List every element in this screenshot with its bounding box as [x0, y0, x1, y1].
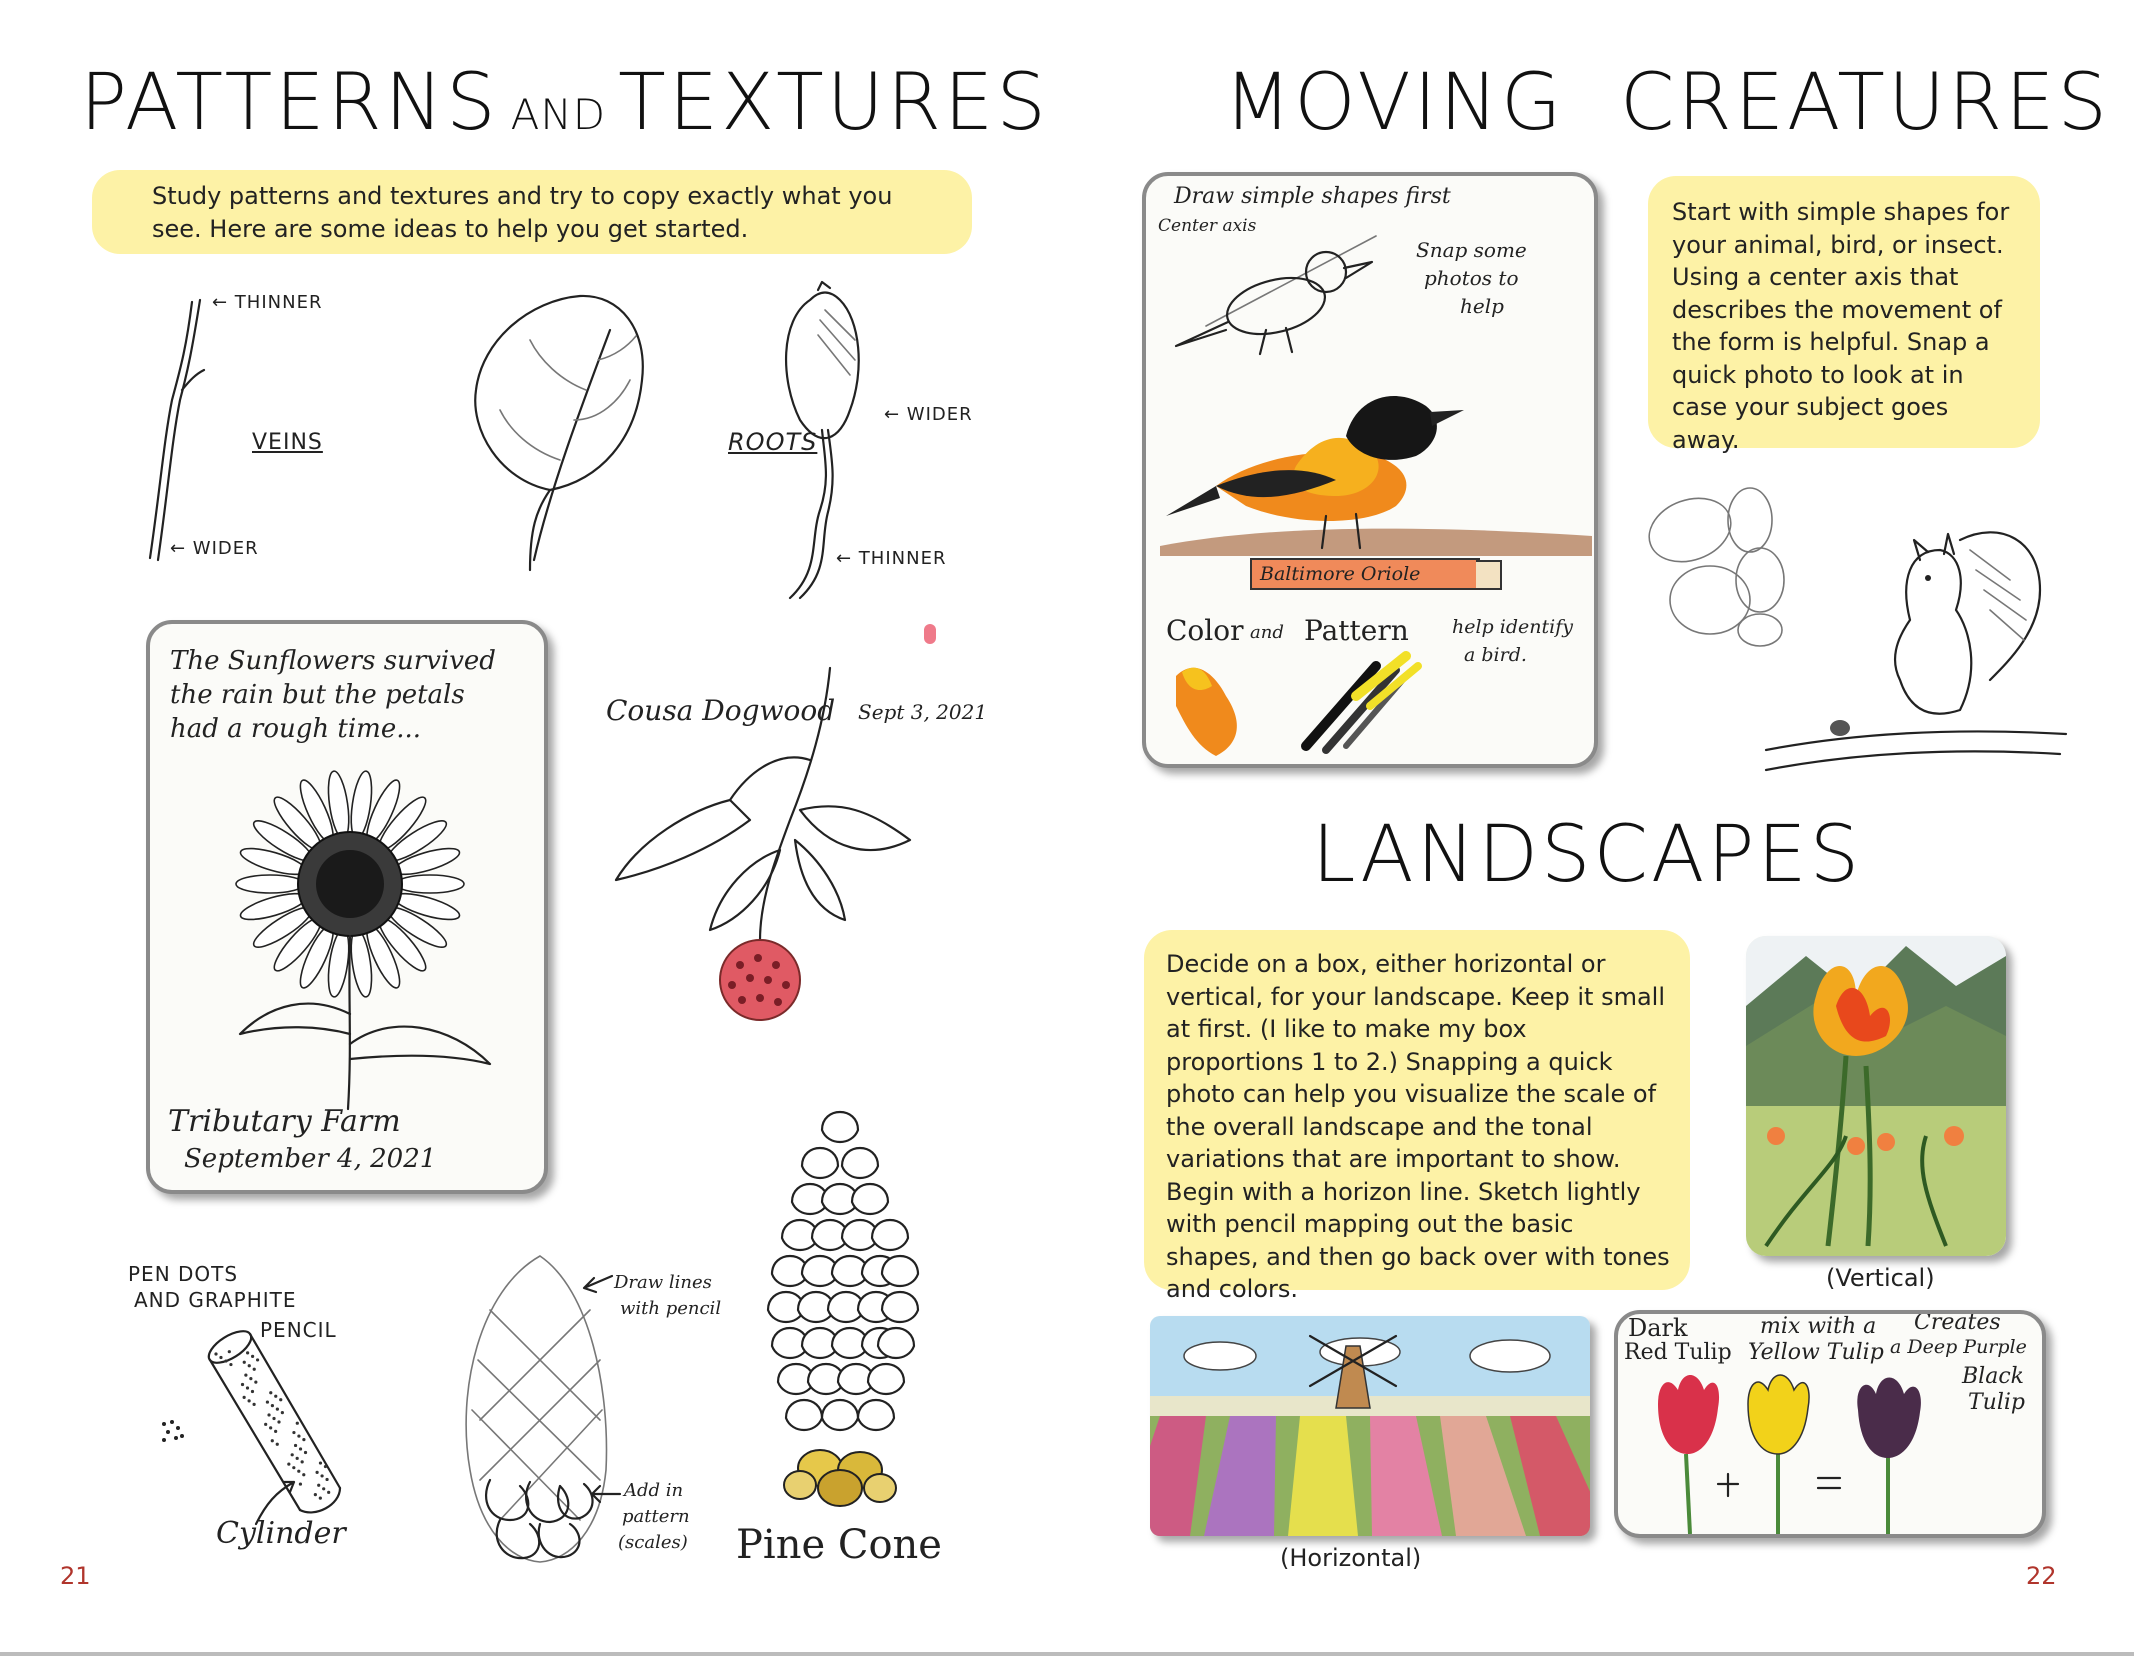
add-pattern-3: (scales): [618, 1532, 688, 1553]
landscapes-title: LANDSCAPES: [1312, 810, 1863, 900]
pattern-label: Pattern: [1304, 614, 1409, 647]
dogwood-date: Sept 3, 2021: [858, 700, 988, 724]
horizontal-caption: (Horizontal): [1280, 1544, 1422, 1572]
draw-lines-1: Draw lines: [614, 1272, 712, 1293]
creates-label-2: a Deep Purple: [1890, 1336, 2027, 1358]
vertical-caption: (Vertical): [1826, 1264, 1935, 1292]
patterns-intro-note: [92, 170, 972, 254]
label-roots: ROOTS: [728, 428, 818, 456]
pen-label-2: AND GRAPHITE: [134, 1288, 297, 1312]
snap-photos-2: photos to: [1424, 266, 1519, 290]
snap-photos-3: help: [1460, 294, 1504, 318]
label-thinner-top: ← THINNER: [212, 292, 323, 313]
color-label: Color: [1166, 614, 1244, 647]
moving-creatures-title: MOVING CREATURES: [1224, 58, 2111, 148]
pink-smudge: [924, 624, 936, 644]
pen-label-3: PENCIL: [260, 1318, 337, 1342]
moving-creatures-note: [1648, 176, 2040, 454]
creates-label-1: Creates: [1914, 1310, 2001, 1335]
draw-lines-2: with pencil: [620, 1298, 722, 1319]
sunflower-text-line3: had a rough time...: [170, 714, 421, 744]
dark-label-2: Red Tulip: [1624, 1340, 1732, 1365]
sunflower-text-line1: The Sunflowers survived: [170, 646, 496, 676]
label-thinner-right: ← THINNER: [836, 548, 947, 569]
veins-twig-sketch: [130, 290, 230, 570]
creates-label-3: Black: [1962, 1364, 2024, 1389]
help-identify-1: help identify: [1452, 616, 1573, 638]
sunflower-text-line2: the rain but the petals: [170, 680, 465, 710]
stipple-dots: [158, 1418, 188, 1448]
dogwood-sketch: [610, 660, 940, 1060]
leaf-sketch: [470, 290, 650, 580]
left-page-title: [80, 58, 1049, 148]
sunflower-sketch: [200, 764, 500, 1114]
mix-label-1: mix with a: [1760, 1314, 1877, 1339]
label-wider-bottom: ← WIDER: [170, 538, 259, 559]
bird-pencil-sketch: [1166, 226, 1396, 356]
mix-label-2: Yellow Tulip: [1748, 1340, 1884, 1365]
title-textures: TEXTURES: [618, 58, 1049, 148]
oriole-painting: [1146, 356, 1598, 556]
sunflower-place: Tributary Farm: [168, 1104, 401, 1139]
title-and: AND: [510, 90, 607, 139]
vertical-landscape-painting: [1746, 936, 2006, 1256]
label-veins: VEINS: [252, 430, 323, 455]
oriole-name-tag: [1250, 558, 1480, 590]
add-pattern-1: Add in: [624, 1480, 684, 1501]
add-pattern-arrow: [586, 1480, 626, 1510]
snap-photos-1: Snap some: [1416, 238, 1527, 262]
title-patterns: PATTERNS: [80, 58, 499, 148]
page-bottom-edge: [0, 1652, 2134, 1656]
and-label: and: [1250, 622, 1284, 643]
help-identify-2: a bird.: [1464, 644, 1527, 666]
color-swatches: [1156, 646, 1456, 766]
oriole-card: [1142, 172, 1598, 768]
tulip-mix-painting: [1618, 1314, 2046, 1538]
left-page-number: 21: [60, 1562, 91, 1590]
dogwood-name: Cousa Dogwood: [606, 694, 836, 727]
pen-label-1: PEN DOTS: [128, 1262, 239, 1286]
dark-label-1: Dark: [1628, 1314, 1688, 1342]
draw-simple-shapes: Draw simple shapes first: [1174, 184, 1451, 209]
pinecone-finished-sketch: [740, 1100, 940, 1520]
creates-label-4: Tulip: [1968, 1390, 2025, 1415]
landscapes-note: [1144, 930, 1690, 1303]
landscapes-text: Decide on a box, either horizontal or vertical, for your landscape. Keep it small at first. (I like to make my box proportions 1 to 2.) Snapping a quick photo can help you visualize the scale of the overall landscape and the tonal variations that are important to show. Begin with a horizon line. Sketch lightly with pencil mapping out the basic shapes, and then go back over with tones and colors.: [1166, 950, 1670, 1303]
right-page-number: 22: [2026, 1562, 2057, 1590]
add-pattern-2: pattern: [622, 1506, 690, 1527]
tulip-mix-card: [1614, 1310, 2046, 1538]
cylinder-label: Cylinder: [216, 1516, 346, 1551]
pine-cone-label: Pine Cone: [736, 1522, 942, 1568]
moving-creatures-text: Start with simple shapes for your animal, bird, or insect. Using a center axis that describes the movement of the form is helpful. Snap a quick photo to look at in case your subject goes away.: [1672, 198, 2010, 454]
pencil-tip: [1476, 560, 1502, 590]
oriole-name-text: Baltimore Oriole: [1260, 563, 1421, 585]
horizontal-landscape-card: [1150, 1316, 1590, 1536]
sunflower-date: September 4, 2021: [184, 1144, 437, 1174]
vertical-landscape-card: [1746, 936, 2006, 1256]
label-wider-right: ← WIDER: [884, 404, 973, 425]
horizontal-landscape-painting: [1150, 1316, 1590, 1536]
patterns-intro-text: Study patterns and textures and try to copy exactly what you see. Here are some ideas to help you get started.: [152, 182, 893, 243]
sunflower-card: [146, 620, 548, 1194]
center-axis-label: Center axis: [1158, 216, 1257, 236]
squirrel-sketch: [1760, 520, 2070, 780]
draw-lines-arrow: [578, 1270, 618, 1300]
